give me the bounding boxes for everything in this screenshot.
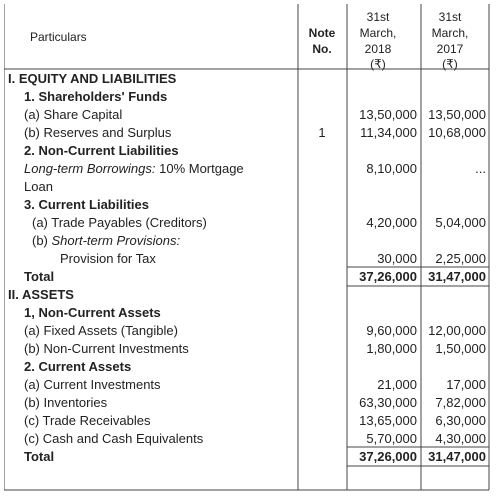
- row-label: [24, 413, 151, 428]
- value-2017: 31,47,000: [428, 269, 486, 284]
- row-label-text: 10% Mortgage: [155, 161, 244, 176]
- header-2017-line1: 31st: [438, 10, 462, 24]
- row-label-text: I. EQUITY AND LIABILITIES: [8, 71, 177, 86]
- balance-sheet-table: [4, 4, 491, 491]
- row-label-text: (a) Share Capital: [24, 107, 123, 122]
- row-label-text: (c) Trade Receivables: [24, 413, 151, 428]
- header-particulars: Particulars: [30, 30, 87, 44]
- row-label-text: Total: [24, 269, 55, 284]
- value-2018: 30,000: [377, 251, 417, 266]
- row-label-text: Provision for Tax: [60, 251, 156, 266]
- value-2018: 9,60,000: [366, 323, 417, 338]
- row-note: 1: [318, 125, 326, 140]
- row-label: [24, 269, 54, 284]
- value-2017: 17,000: [446, 377, 486, 392]
- row-label: [32, 233, 180, 248]
- header-2018-line2: March,: [359, 26, 397, 40]
- row-label: [8, 287, 74, 302]
- value-2017: 13,50,000: [428, 107, 486, 122]
- row-label: [24, 323, 178, 338]
- value-2017: 1,50,000: [435, 341, 486, 356]
- value-2018: 4,20,000: [366, 215, 417, 230]
- row-label-text: (a) Fixed Assets (Tangible): [24, 323, 178, 338]
- row-label: [24, 341, 189, 356]
- row-label-text: (a) Current Investments: [24, 377, 161, 392]
- row-label: [24, 377, 161, 392]
- value-2018: 5,70,000: [366, 431, 417, 446]
- value-2018: 37,26,000: [359, 269, 417, 284]
- row-label-text: 2. Non-Current Liabilities: [24, 143, 179, 158]
- value-2017: 7,82,000: [435, 395, 486, 410]
- row-label: [24, 179, 53, 194]
- row-label: [24, 395, 108, 410]
- header-2018-line1: 31st: [366, 10, 390, 24]
- value-2018: 8,10,000: [366, 161, 417, 176]
- header-note-line1: Note: [308, 26, 336, 40]
- header-2018-currency: (₹): [370, 57, 386, 71]
- row-label-text: 3. Current Liabilities: [24, 197, 149, 212]
- row-label-text: II. ASSETS: [8, 287, 74, 302]
- value-2017: ...: [475, 161, 486, 176]
- row-label-text: 1, Non-Current Assets: [24, 305, 161, 320]
- value-2017: 10,68,000: [428, 125, 486, 140]
- row-label-text: (a) Trade Payables (Creditors): [32, 215, 207, 230]
- row-label-text: (b) Non-Current Investments: [24, 341, 189, 356]
- row-label-text: 1. Shareholders' Funds: [24, 89, 168, 104]
- header-2018-line3: 2018: [364, 42, 392, 56]
- value-2017: 2,25,000: [435, 251, 486, 266]
- row-label: [24, 143, 179, 158]
- row-label: [32, 215, 207, 230]
- row-label: [24, 359, 131, 374]
- row-label: [8, 71, 177, 86]
- value-2017: 12,00,000: [428, 323, 486, 338]
- row-label-text: Total: [24, 449, 55, 464]
- value-2017: 5,04,000: [435, 215, 486, 230]
- header-2017-line3: 2017: [436, 42, 464, 56]
- row-label: [60, 251, 156, 266]
- header-note-line2: No.: [312, 42, 332, 56]
- value-2018: 37,26,000: [359, 449, 417, 464]
- row-label-text: 2. Current Assets: [24, 359, 132, 374]
- value-2017: 6,30,000: [435, 413, 486, 428]
- value-2018: 11,34,000: [360, 125, 417, 140]
- row-label-text: (b) Reserves and Surplus: [24, 125, 172, 140]
- value-2018: 1,80,000: [366, 341, 417, 356]
- row-label: [24, 125, 172, 140]
- row-label-text: (b) Inventories: [24, 395, 108, 410]
- value-2018: 13,50,000: [359, 107, 417, 122]
- row-label-italic: Long-term Borrowings:: [24, 161, 156, 176]
- value-2018: 13,65,000: [359, 413, 417, 428]
- row-label: [24, 89, 167, 104]
- row-label: [24, 449, 54, 464]
- header-2017-currency: (₹): [442, 57, 458, 71]
- value-2017: 4,30,000: [435, 431, 486, 446]
- value-2018: 63,30,000: [359, 395, 417, 410]
- row-label: [24, 161, 244, 176]
- row-label: [24, 305, 161, 320]
- row-label: [24, 197, 149, 212]
- row-label-text: Loan: [24, 179, 53, 194]
- table-header: [30, 10, 468, 71]
- value-2018: 21,000: [377, 377, 417, 392]
- row-label-italic: Short-term Provisions:: [51, 233, 181, 248]
- row-label: [24, 431, 204, 446]
- row-label: [24, 107, 122, 122]
- row-label-text: (c) Cash and Cash Equivalents: [24, 431, 204, 446]
- value-2017: 31,47,000: [428, 449, 486, 464]
- header-2017-line2: March,: [431, 26, 469, 40]
- row-label-prefix: (b): [32, 233, 52, 248]
